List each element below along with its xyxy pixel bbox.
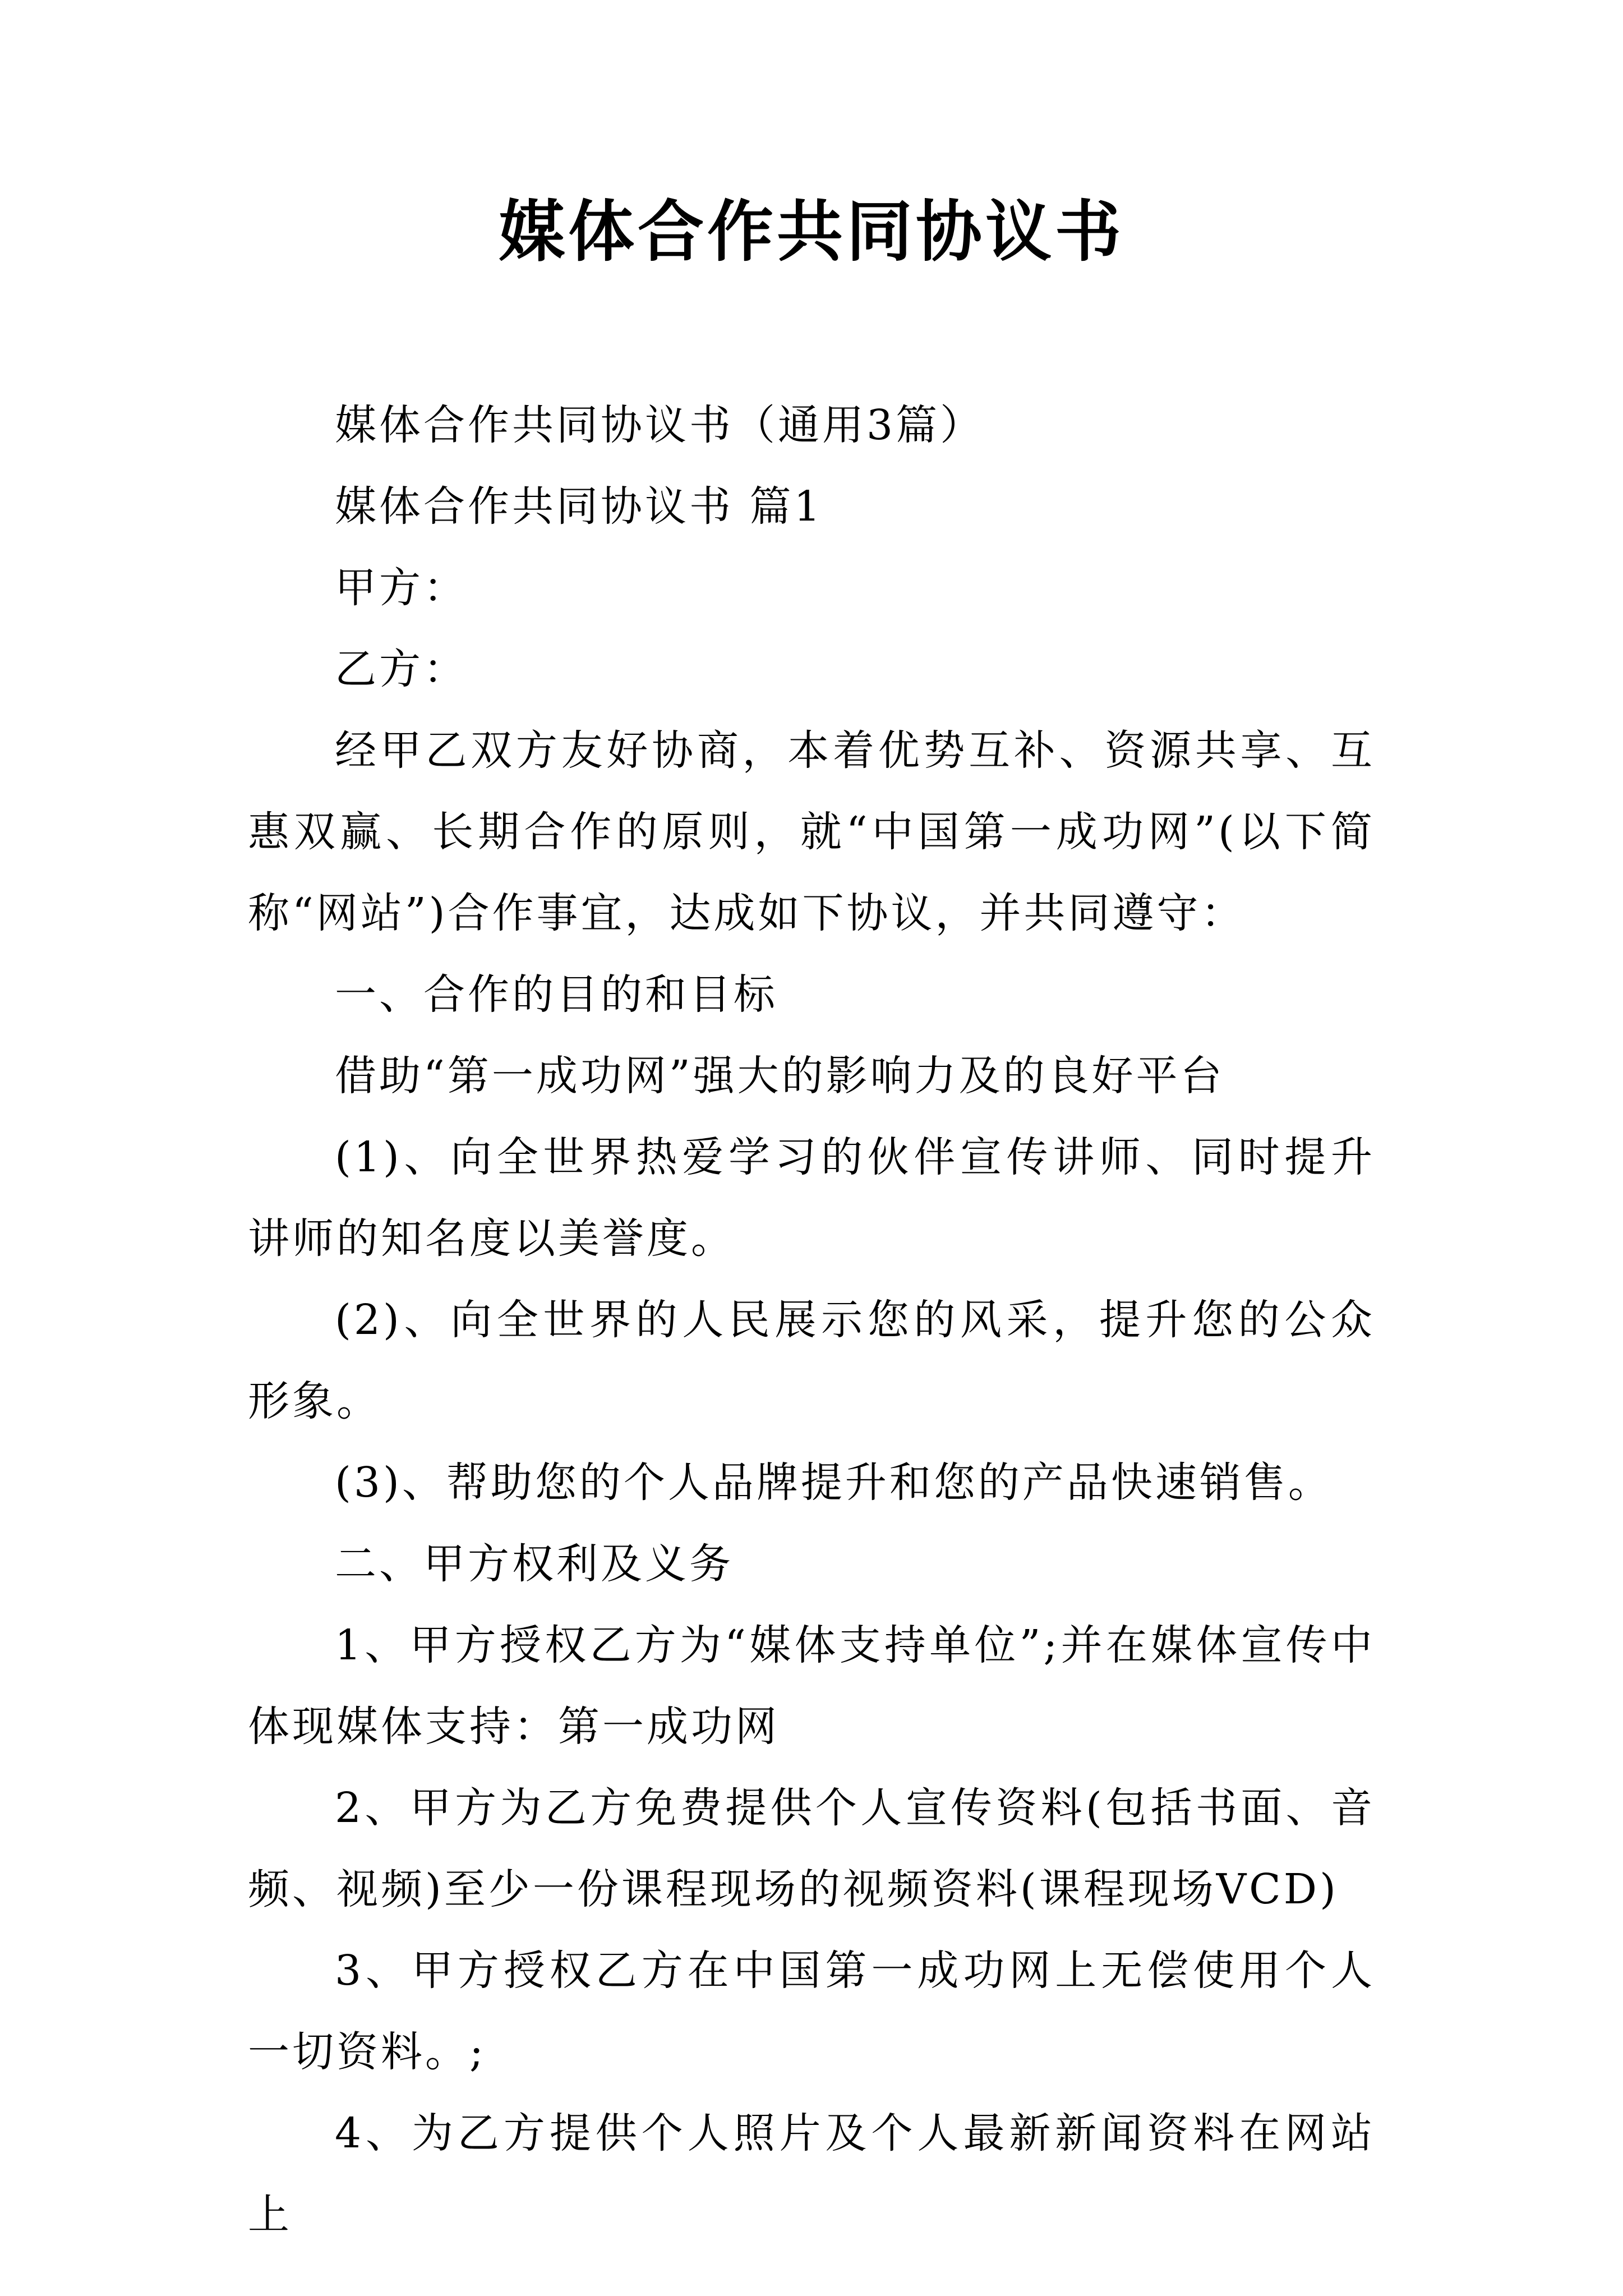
document-body [248,385,1375,2256]
paragraph-clause-heading: 二、甲方权利及义务 [335,1540,734,1588]
paragraph-clause-heading: 一、合作的目的和目标 [335,970,778,1019]
paragraph-list-item: (2)、向全世界的人民展示您的风采，提升您的公众形象。 [248,1296,1375,1425]
paragraph: 借助“第一成功网”强大的影响力及的良好平台 [335,1052,1225,1100]
paragraph-list-item: 3、甲方授权乙方在中国第一成功网上无偿使用个人一切资料。; [248,1947,1375,2076]
paragraph-preamble: 经甲乙双方友好协商，本着优势互补、资源共享、互惠双赢、长期合作的原则，就“中国第一成功网”(以下简称“网站”)合作事宜，达成如下协议，并共同遵守： [248,726,1375,937]
paragraph-party-b: 乙方： [335,645,468,693]
paragraph-list-item: (1)、向全世界热爱学习的伙伴宣传讲师、同时提升讲师的知名度以美誉度。 [248,1133,1375,1263]
document-title: 媒体合作共同协议书 [498,192,1124,270]
paragraph-party-a: 甲方： [335,564,468,612]
paragraph-list-item: 2、甲方为乙方免费提供个人宣传资料(包括书面、音频、视频)至少一份课程现场的视频资料(课程现场VCD) [248,1784,1375,1913]
paragraph-section-title: 媒体合作共同协议书 篇1 [335,482,823,531]
paragraph-list-item: 4、为乙方提供个人照片及个人最新新闻资料在网站上 [248,2109,1375,2239]
paragraph-heading: 媒体合作共同协议书（通用3篇） [335,401,985,449]
paragraph-list-item: 1、甲方授权乙方为“媒体支持单位”;并在媒体宣传中体现媒体支持：第一成功网 [248,1621,1375,1751]
paragraph-list-item: (3)、帮助您的个人品牌提升和您的产品快速销售。 [335,1458,1332,1507]
